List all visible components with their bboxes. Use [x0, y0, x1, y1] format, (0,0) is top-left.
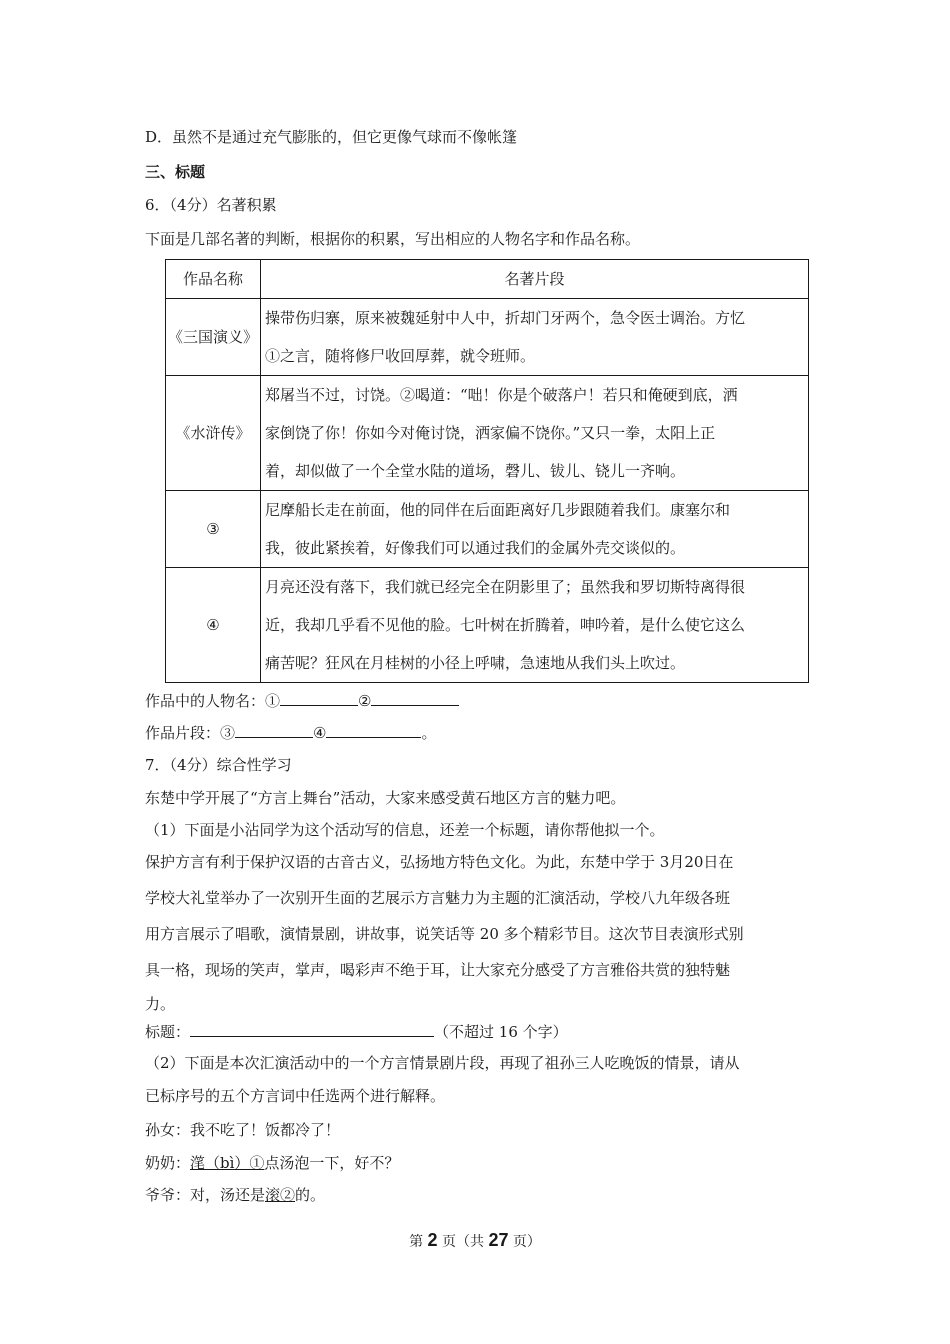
footer-page-number: 2: [427, 1230, 438, 1250]
section-title: 三、标题: [145, 163, 206, 181]
excerpt-line: 着，却似做了一个全堂水陆的道场，磬儿、钹儿、铙儿一齐响。: [265, 462, 686, 480]
work-name-cell: 《水浒传》: [166, 376, 261, 491]
answer-blank-1[interactable]: [280, 690, 358, 706]
end-mark: 。: [421, 724, 437, 742]
work-name-cell: 《三国演义》: [166, 299, 261, 376]
answer-blank-3[interactable]: [235, 722, 313, 738]
q7-sub2-line: 已标序号的五个方言词中任选两个进行解释。: [145, 1087, 446, 1105]
answer-names-line: [145, 690, 459, 711]
dialect-word-2: 滚②: [265, 1186, 296, 1204]
dialogue-text: 爷爷：对，汤还是: [145, 1186, 266, 1204]
title-label: 标题：: [145, 1023, 191, 1041]
dialogue-text: 点汤泡一下，好不？: [264, 1154, 400, 1172]
excerpt-line: 近，我却几乎看不见他的脸。七叶树在折腾着，呻吟着，是什么使它这么: [265, 616, 746, 634]
excerpt-cell: [261, 568, 809, 683]
passage-line: 用方言展示了唱歌，演情景剧，讲故事，说笑话等 20 多个精彩节目。这次节目表演形式别: [145, 925, 744, 943]
table-header-row: [166, 260, 809, 299]
footer-prefix: 第: [409, 1234, 428, 1250]
excerpt-line: 家倒饶了你！你如今对俺讨饶，洒家偏不饶你。”又只一拳，太阳上正: [265, 424, 716, 442]
answer-works-label: 作品片段：: [145, 724, 221, 742]
excerpt-cell: [261, 491, 809, 568]
answer-blank-4[interactable]: [326, 722, 421, 738]
mark-1: ①: [265, 692, 281, 710]
works-table: [165, 259, 809, 683]
excerpt-line: 痛苦呢？狂风在月桂树的小径上呼啸，急速地从我们头上吹过。: [265, 654, 686, 672]
footer-suffix: 页）: [508, 1234, 541, 1250]
q7-sub1: （1）下面是小沾同学为这个活动写的信息，还差一个标题，请你帮他拟一个。: [145, 821, 665, 839]
work-name-cell: ③: [166, 491, 261, 568]
excerpt-cell: [261, 376, 809, 491]
dialogue-line: 孙女：我不吃了！饭都冷了！: [145, 1121, 341, 1139]
footer-middle: 页（共: [437, 1234, 489, 1250]
q6-heading: 6．（4分）名著积累: [145, 196, 277, 214]
page-footer: [0, 1230, 950, 1251]
q7-intro: 东楚中学开展了“方言上舞台”活动，大家来感受黄石地区方言的魅力吧。: [145, 789, 626, 807]
title-note: （不超过 16 个字）: [434, 1023, 568, 1041]
dialogue-text: 的。: [295, 1186, 326, 1204]
mark-2: ②: [358, 692, 372, 710]
table-row: [166, 376, 809, 491]
excerpt-line: 尼摩船长走在前面，他的同伴在后面距离好几步跟随着我们。康塞尔和: [265, 501, 731, 519]
passage-line: 力。: [145, 995, 176, 1013]
work-name-cell: ④: [166, 568, 261, 683]
excerpt-line: 月亮还没有落下，我们就已经完全在阴影里了；虽然我和罗切斯特离得很: [265, 578, 746, 596]
header-excerpt: 名著片段: [261, 260, 809, 299]
excerpt-line: 我，彼此紧挨着，好像我们可以通过我们的金属外壳交谈似的。: [265, 539, 686, 557]
header-work-name: 作品名称: [166, 260, 261, 299]
q6-intro: 下面是几部名著的判断，根据你的积累，写出相应的人物名字和作品名称。: [145, 230, 641, 248]
dialogue-line: [145, 1185, 325, 1205]
passage-line: 学校大礼堂举办了一次别开生面的艺展示方言魅力为主题的汇演活动，学校八九年级各班: [145, 889, 731, 907]
excerpt-line: 郑屠当不过，讨饶。②喝道：“咄！你是个破落户！若只和俺硬到底，洒: [265, 386, 738, 404]
mark-4: ④: [313, 724, 327, 742]
q7-heading: 7．（4分）综合性学习: [145, 756, 292, 774]
title-blank[interactable]: [190, 1021, 434, 1037]
dialogue-line: [145, 1153, 399, 1173]
answer-works-line: [145, 722, 437, 743]
passage-line: 保护方言有利于保护汉语的古音古义，弘扬地方特色文化。为此，东楚中学于 3月20日在: [145, 853, 734, 871]
dialect-word-1: 滗（bì）①: [190, 1154, 265, 1172]
dialogue-speaker: 奶奶：: [145, 1154, 191, 1172]
table-row: [166, 491, 809, 568]
excerpt-line: ①之言，随将修尸收回厚葬，就令班师。: [265, 347, 536, 365]
passage-line: 具一格，现场的笑声，掌声，喝彩声不绝于耳，让大家充分感受了方言雅俗共赏的独特魅: [145, 961, 731, 979]
answer-blank-2[interactable]: [371, 690, 459, 706]
excerpt-line: 操带伤归寨，原来被魏延射中人中，折却门牙两个，急令医士调治。方忆: [265, 309, 746, 327]
q7-sub2-line: （2）下面是本次汇演活动中的一个方言情景剧片段，再现了祖孙三人吃晚饭的情景，请从: [145, 1054, 740, 1072]
table-row: [166, 299, 809, 376]
excerpt-cell: [261, 299, 809, 376]
title-answer-line: [145, 1021, 568, 1042]
footer-total-pages: 27: [488, 1230, 509, 1250]
option-d: D．虽然不是通过充气膨胀的，但它更像气球而不像帐篷: [145, 128, 518, 146]
answer-names-label: 作品中的人物名：: [145, 692, 266, 710]
mark-3: ③: [220, 724, 236, 742]
table-row: [166, 568, 809, 683]
